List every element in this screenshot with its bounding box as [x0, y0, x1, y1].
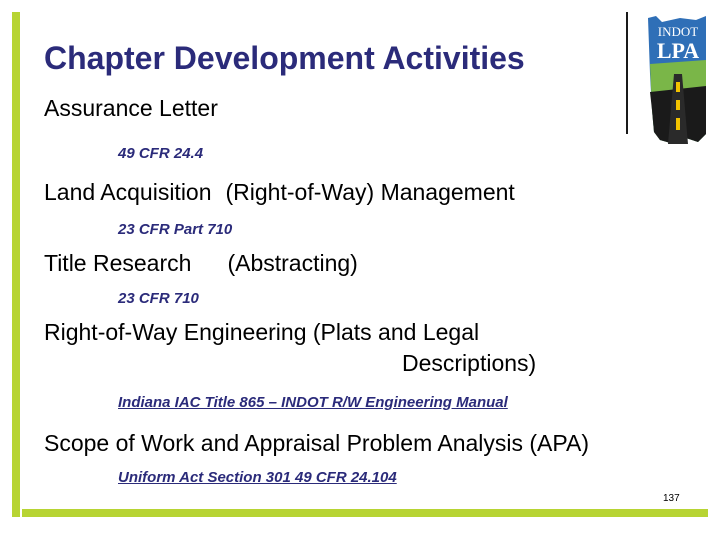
- page-number: 137: [663, 493, 680, 504]
- heading-row-engineering-line2: Descriptions): [402, 350, 537, 376]
- heading-scope-of-work: Scope of Work and Appraisal Problem Analysis (APA): [44, 430, 590, 456]
- heading-title-research-a: Title Research: [44, 250, 192, 276]
- accent-bar-bottom: [22, 509, 708, 517]
- heading-title-research: [44, 250, 358, 277]
- divider-line: [626, 12, 628, 134]
- heading-land-acquisition: [44, 179, 515, 206]
- ref-row-engineering: Indiana IAC Title 865 – INDOT R/W Engineering Manual: [118, 394, 508, 411]
- logo-text-main: LPA: [656, 38, 700, 63]
- indot-lpa-logo: [640, 14, 712, 150]
- heading-row-engineering-line1: Right-of-Way Engineering (Plats and Legal: [44, 319, 480, 345]
- ref-assurance-letter: 49 CFR 24.4: [118, 145, 204, 162]
- logo-text-top: INDOT: [657, 24, 699, 39]
- heading-assurance-letter: Assurance Letter: [44, 95, 218, 121]
- ref-scope-of-work: Uniform Act Section 301 49 CFR 24.104: [118, 469, 397, 486]
- slide-title: Chapter Development Activities: [44, 40, 525, 76]
- ref-title-research: 23 CFR 710: [118, 290, 199, 307]
- accent-bar-left: [12, 12, 20, 517]
- heading-land-acquisition-b: (Right-of-Way) Management: [225, 179, 515, 205]
- heading-land-acquisition-a: Land Acquisition: [44, 179, 212, 205]
- heading-title-research-b: (Abstracting): [227, 250, 358, 276]
- ref-land-acquisition: 23 CFR Part 710: [118, 221, 233, 238]
